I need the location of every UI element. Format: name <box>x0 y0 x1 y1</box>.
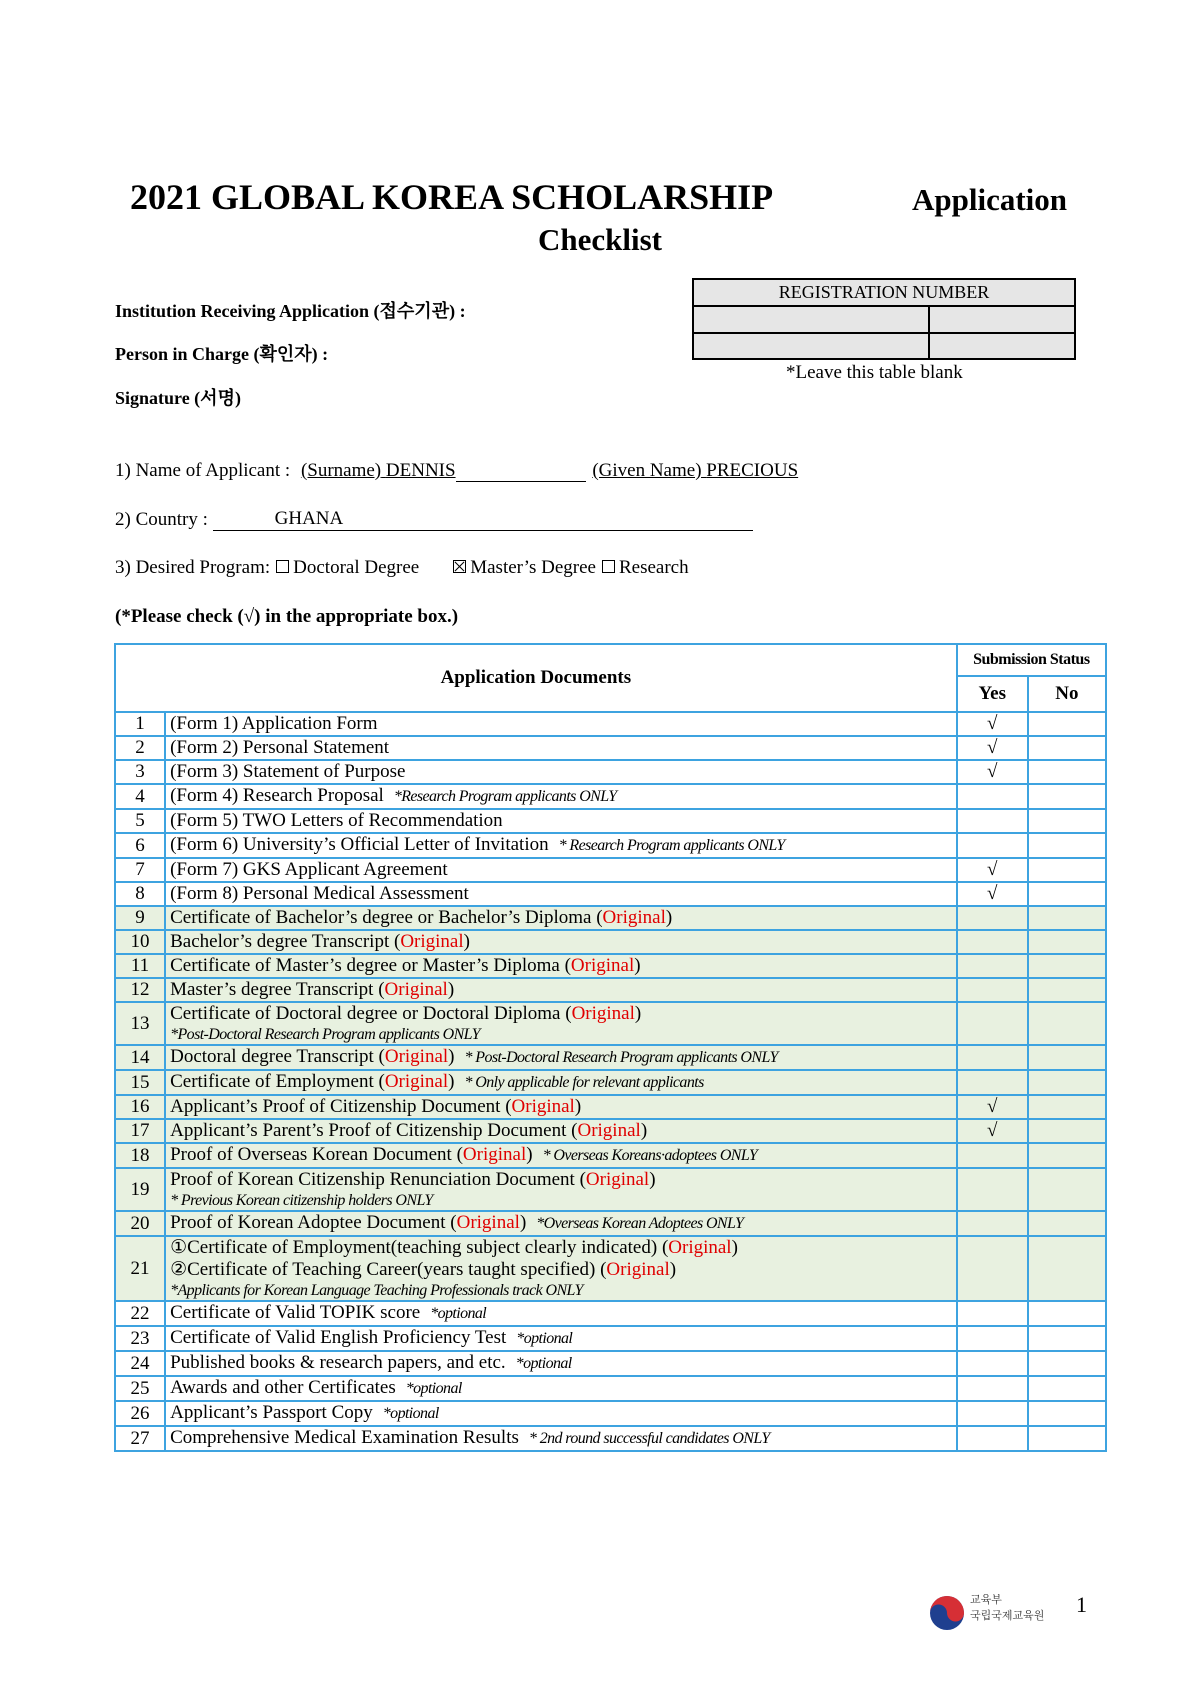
row-number: 19 <box>115 1168 165 1211</box>
document-name: Applicant’s Proof of Citizenship Document <box>170 1096 501 1117</box>
document-description: Bachelor’s degree Transcript (Original) <box>165 930 957 954</box>
document-description <box>165 809 957 833</box>
no-checkbox[interactable] <box>1028 1095 1106 1119</box>
document-name: Applicant’s Passport Copy <box>170 1402 373 1423</box>
document-description <box>165 712 957 736</box>
document-note: *Research Program applicants ONLY <box>393 788 617 805</box>
table-row <box>115 1301 1106 1326</box>
document-name: Bachelor’s degree Transcript <box>170 931 390 952</box>
row-number: 2 <box>115 736 165 760</box>
document-name: Doctoral degree Transcript <box>170 1046 374 1067</box>
no-checkbox[interactable] <box>1028 1351 1106 1376</box>
registration-cell[interactable] <box>693 333 929 359</box>
ministry-name: 국립국제교육원 <box>970 1609 1045 1622</box>
surname-value[interactable]: DENNIS <box>385 460 456 481</box>
row-number: 10 <box>115 930 165 954</box>
registration-cell[interactable] <box>929 333 1075 359</box>
document-description: Proof of Korean Citizenship Renunciation Document (Original) * Previous Korean citizenship holders ONLY <box>165 1168 957 1211</box>
no-checkbox[interactable] <box>1028 1211 1106 1236</box>
table-row <box>115 954 1106 978</box>
no-checkbox[interactable] <box>1028 882 1106 906</box>
no-checkbox[interactable] <box>1028 930 1106 954</box>
document-description: Master’s degree Transcript (Original) <box>165 978 957 1002</box>
ministry-small: 교육부 <box>970 1593 1002 1606</box>
title-application: Application <box>912 182 1068 217</box>
document-name: Certificate of Valid English Proficiency Test <box>170 1327 507 1348</box>
table-row <box>115 833 1106 858</box>
document-name: Awards and other Certificates <box>170 1377 396 1398</box>
table-row <box>115 1119 1106 1143</box>
desired-program-field <box>115 557 689 579</box>
table-row <box>115 1002 1106 1045</box>
page-number: 1 <box>1076 1592 1087 1617</box>
document-description: Certificate of Doctoral degree or Doctoral Diploma (Original) *Post-Doctoral Research Program applicants ONLY <box>165 1002 957 1045</box>
document-name: Certificate of Master’s degree or Master’s Diploma <box>170 955 560 976</box>
document-name: Certificate of Valid TOPIK score <box>170 1302 421 1323</box>
header-application-documents: Application Documents <box>115 644 957 712</box>
yes-checkbox[interactable] <box>957 833 1028 858</box>
document-note: *Post-Doctoral Research Program applicants ONLY <box>170 1026 480 1043</box>
yes-checkbox[interactable] <box>957 809 1028 833</box>
table-row <box>115 1236 1106 1301</box>
registration-note: *Leave this table blank <box>786 362 963 383</box>
document-note: * Post-Doctoral Research Program applicants ONLY <box>464 1049 778 1066</box>
no-checkbox[interactable] <box>1028 1070 1106 1095</box>
documents-table <box>114 643 1107 1452</box>
row-number: 1 <box>115 712 165 736</box>
registration-table <box>692 278 1076 360</box>
row-number: 26 <box>115 1401 165 1426</box>
document-name: Certificate of Employment <box>170 1071 374 1092</box>
surname-label: (Surname) <box>300 460 382 481</box>
country-value[interactable]: GHANA <box>274 508 344 529</box>
document-name: (Form 5) TWO Letters of Recommendation <box>170 810 503 831</box>
no-checkbox[interactable] <box>1028 784 1106 809</box>
original-label: Original <box>606 1259 670 1280</box>
program-option-doctoral: Doctoral Degree <box>293 557 420 578</box>
table-row <box>115 1351 1106 1376</box>
original-label: Original <box>384 1046 449 1067</box>
person-in-charge-label: Person in Charge (확인자) : <box>115 344 329 364</box>
table-row <box>115 1070 1106 1095</box>
document-description: Doctoral degree Transcript (Original) * Post-Doctoral Research Program applicants ONLY <box>165 1045 957 1070</box>
document-name: (Form 4) Research Proposal <box>170 785 384 806</box>
row-number: 3 <box>115 760 165 784</box>
no-checkbox[interactable] <box>1028 1326 1106 1351</box>
yes-checkbox[interactable] <box>957 1070 1028 1095</box>
row-number: 27 <box>115 1426 165 1451</box>
table-row <box>115 784 1106 809</box>
table-row <box>115 760 1106 784</box>
no-checkbox[interactable] <box>1028 1401 1106 1426</box>
row-number: 18 <box>115 1143 165 1168</box>
yes-checkbox[interactable]: √ <box>957 858 1028 882</box>
no-checkbox[interactable] <box>1028 1236 1106 1301</box>
table-row <box>115 1143 1106 1168</box>
no-checkbox[interactable] <box>1028 809 1106 833</box>
no-checkbox[interactable] <box>1028 736 1106 760</box>
original-label: Original <box>570 955 635 976</box>
yes-checkbox[interactable] <box>957 1301 1028 1326</box>
document-description <box>165 858 957 882</box>
document-name: (Form 1) Application Form <box>170 713 378 734</box>
document-name: (Form 7) GKS Applicant Agreement <box>170 859 448 880</box>
row-number: 22 <box>115 1301 165 1326</box>
document-description <box>165 1301 957 1326</box>
document-description <box>165 736 957 760</box>
document-note: * Research Program applicants ONLY <box>558 837 785 854</box>
document-description: Proof of Korean Adoptee Document (Original) *Overseas Korean Adoptees ONLY <box>165 1211 957 1236</box>
registration-cell[interactable] <box>693 306 929 332</box>
document-note: * Overseas Koreans·adoptees ONLY <box>542 1147 758 1164</box>
document-name: Proof of Korean Citizenship Renunciation Document <box>170 1169 575 1190</box>
yes-checkbox[interactable]: √ <box>957 712 1028 736</box>
document-description <box>165 1376 957 1401</box>
document-name: Published books & research papers, and etc. <box>170 1352 506 1373</box>
yes-checkbox[interactable] <box>957 1236 1028 1301</box>
no-checkbox[interactable] <box>1028 760 1106 784</box>
table-row <box>115 1211 1106 1236</box>
no-checkbox[interactable] <box>1028 858 1106 882</box>
document-description <box>165 1426 957 1451</box>
row-number: 25 <box>115 1376 165 1401</box>
taegeuk-logo-icon <box>928 1594 966 1632</box>
row-number: 16 <box>115 1095 165 1119</box>
row-number: 12 <box>115 978 165 1002</box>
document-name: Comprehensive Medical Examination Results <box>170 1427 519 1448</box>
original-label: Original <box>571 1003 635 1024</box>
yes-checkbox[interactable] <box>957 1211 1028 1236</box>
document-name: (Form 2) Personal Statement <box>170 737 390 758</box>
document-name: Proof of Overseas Korean Document <box>170 1144 452 1165</box>
original-label: Original <box>384 979 448 1000</box>
table-row <box>115 882 1106 906</box>
yes-checkbox[interactable] <box>957 1426 1028 1451</box>
yes-checkbox[interactable]: √ <box>957 760 1028 784</box>
row-number: 17 <box>115 1119 165 1143</box>
program-option-research: Research <box>618 557 689 578</box>
document-description <box>165 784 957 809</box>
ministry-logo-text <box>970 1592 1044 1624</box>
row-number: 13 <box>115 1002 165 1045</box>
yes-checkbox[interactable] <box>957 1376 1028 1401</box>
table-row <box>115 712 1106 736</box>
yes-checkbox[interactable] <box>957 1326 1028 1351</box>
document-note: *optional <box>430 1305 487 1322</box>
yes-checkbox[interactable] <box>957 1168 1028 1211</box>
no-checkbox[interactable] <box>1028 833 1106 858</box>
document-name: Proof of Korean Adoptee Document <box>170 1212 446 1233</box>
no-checkbox[interactable] <box>1028 1045 1106 1070</box>
no-checkbox[interactable] <box>1028 1168 1106 1211</box>
yes-checkbox[interactable]: √ <box>957 1095 1028 1119</box>
document-description <box>165 760 957 784</box>
document-description <box>165 1326 957 1351</box>
document-description: ①Certificate of Employment(teaching subject clearly indicated) (Original) ②Certificate of Teaching Career(years taught specified) (Original) *Applicants for Korean Language Teaching Professionals track ONLY <box>165 1236 957 1301</box>
yes-checkbox[interactable] <box>957 1351 1028 1376</box>
no-checkbox[interactable] <box>1028 712 1106 736</box>
header-submission-status: Submission Status <box>957 644 1106 676</box>
row-number: 21 <box>115 1236 165 1301</box>
table-row <box>115 1426 1106 1451</box>
document-name: (Form 8) Personal Medical Assessment <box>170 883 469 904</box>
row-number: 8 <box>115 882 165 906</box>
row-number: 20 <box>115 1211 165 1236</box>
document-name: (Form 6) University’s Official Letter of Invitation <box>170 834 549 855</box>
document-description: Certificate of Employment (Original) * Only applicable for relevant applicants <box>165 1070 957 1095</box>
yes-checkbox[interactable]: √ <box>957 1119 1028 1143</box>
header-no: No <box>1028 676 1106 712</box>
document-note: *Overseas Korean Adoptees ONLY <box>536 1215 744 1232</box>
document-name: ①Certificate of Employment(teaching subject clearly indicated) <box>170 1237 658 1258</box>
yes-checkbox[interactable]: √ <box>957 736 1028 760</box>
yes-checkbox[interactable] <box>957 978 1028 1002</box>
table-row <box>115 1376 1106 1401</box>
original-label: Original <box>384 1071 449 1092</box>
table-row <box>115 1168 1106 1211</box>
document-note: *optional <box>382 1405 439 1422</box>
document-description: Applicant’s Proof of Citizenship Document (Original) <box>165 1095 957 1119</box>
row-number: 23 <box>115 1326 165 1351</box>
table-row <box>115 736 1106 760</box>
program-label: 3) Desired Program: <box>115 557 271 578</box>
applicant-label: 1) Name of Applicant : <box>115 460 291 481</box>
yes-checkbox[interactable]: √ <box>957 882 1028 906</box>
program-option-masters: Master’s Degree <box>470 557 596 578</box>
original-label: Original <box>668 1237 732 1258</box>
document-description <box>165 882 957 906</box>
yes-checkbox[interactable] <box>957 1143 1028 1168</box>
doctoral-checkbox[interactable] <box>276 560 289 573</box>
row-number: 15 <box>115 1070 165 1095</box>
table-row <box>115 1045 1106 1070</box>
document-name: Master’s degree Transcript <box>170 979 374 1000</box>
no-checkbox[interactable] <box>1028 1426 1106 1451</box>
no-checkbox[interactable] <box>1028 1119 1106 1143</box>
country-label: 2) Country : <box>115 509 208 530</box>
document-note: * 2nd round successful candidates ONLY <box>528 1430 770 1447</box>
document-note: * Previous Korean citizenship holders ONLY <box>170 1192 433 1209</box>
no-checkbox[interactable] <box>1028 906 1106 930</box>
table-row <box>115 1401 1106 1426</box>
original-label: Original <box>511 1096 575 1117</box>
signature-label: Signature (서명) <box>115 388 241 408</box>
registration-header: REGISTRATION NUMBER <box>693 279 1075 306</box>
row-number: 11 <box>115 954 165 978</box>
document-description: Certificate of Master’s degree or Master’s Diploma (Original) <box>165 954 957 978</box>
original-label: Original <box>577 1120 641 1141</box>
row-number: 5 <box>115 809 165 833</box>
table-row <box>115 930 1106 954</box>
no-checkbox[interactable] <box>1028 1143 1106 1168</box>
document-name: Certificate of Bachelor’s degree or Bachelor’s Diploma <box>170 907 592 928</box>
no-checkbox[interactable] <box>1028 978 1106 1002</box>
table-row <box>115 906 1106 930</box>
country-field <box>115 508 753 531</box>
given-name-label: (Given Name) <box>592 460 702 481</box>
row-number: 4 <box>115 784 165 809</box>
document-name: Applicant’s Parent’s Proof of Citizenship Document <box>170 1120 567 1141</box>
no-checkbox[interactable] <box>1028 1002 1106 1045</box>
original-label: Original <box>462 1144 527 1165</box>
yes-checkbox[interactable] <box>957 1401 1028 1426</box>
document-description: Certificate of Bachelor’s degree or Bachelor’s Diploma (Original) <box>165 906 957 930</box>
document-description: Applicant’s Parent’s Proof of Citizenship Document (Original) <box>165 1119 957 1143</box>
row-number: 24 <box>115 1351 165 1376</box>
header-yes: Yes <box>957 676 1028 712</box>
applicant-name-field <box>115 460 798 482</box>
document-description: Proof of Overseas Korean Document (Original) * Overseas Koreans·adoptees ONLY <box>165 1143 957 1168</box>
document-note: *optional <box>405 1380 462 1397</box>
document-name: (Form 3) Statement of Purpose <box>170 761 406 782</box>
row-number: 9 <box>115 906 165 930</box>
document-note: *optional <box>515 1355 572 1372</box>
table-row <box>115 858 1106 882</box>
document-description <box>165 1401 957 1426</box>
document-description <box>165 833 957 858</box>
no-checkbox[interactable] <box>1028 1301 1106 1326</box>
no-checkbox[interactable] <box>1028 954 1106 978</box>
yes-checkbox[interactable] <box>957 1045 1028 1070</box>
original-label: Original <box>456 1212 520 1233</box>
check-instruction: (*Please check (√) in the appropriate box.) <box>115 606 459 627</box>
table-row <box>115 1326 1106 1351</box>
no-checkbox[interactable] <box>1028 1376 1106 1401</box>
yes-checkbox[interactable] <box>957 954 1028 978</box>
document-name: ②Certificate of Teaching Career(years taught specified) <box>170 1259 596 1280</box>
masters-checkbox[interactable] <box>453 560 466 573</box>
table-row <box>115 809 1106 833</box>
document-description <box>165 1351 957 1376</box>
yes-checkbox[interactable] <box>957 784 1028 809</box>
row-number: 7 <box>115 858 165 882</box>
original-label: Original <box>400 931 464 952</box>
row-number: 14 <box>115 1045 165 1070</box>
original-label: Original <box>585 1169 650 1190</box>
registration-cell[interactable] <box>929 306 1075 332</box>
yes-checkbox[interactable] <box>957 930 1028 954</box>
given-name-value[interactable]: PRECIOUS <box>706 460 799 481</box>
research-checkbox[interactable] <box>602 560 615 573</box>
document-name: Certificate of Doctoral degree or Doctoral Diploma <box>170 1003 561 1024</box>
yes-checkbox[interactable] <box>957 1002 1028 1045</box>
document-note: * Only applicable for relevant applicants <box>464 1074 704 1091</box>
document-note: *optional <box>516 1330 573 1347</box>
title-main: 2021 GLOBAL KOREA SCHOLARSHIP <box>130 177 774 217</box>
row-number: 6 <box>115 833 165 858</box>
institution-label: Institution Receiving Application (접수기관) : <box>115 301 466 321</box>
original-label: Original <box>602 907 666 928</box>
yes-checkbox[interactable] <box>957 906 1028 930</box>
document-note: *Applicants for Korean Language Teaching Professionals track ONLY <box>170 1282 583 1299</box>
table-row <box>115 1095 1106 1119</box>
table-row <box>115 978 1106 1002</box>
title-checklist: Checklist <box>538 222 662 257</box>
